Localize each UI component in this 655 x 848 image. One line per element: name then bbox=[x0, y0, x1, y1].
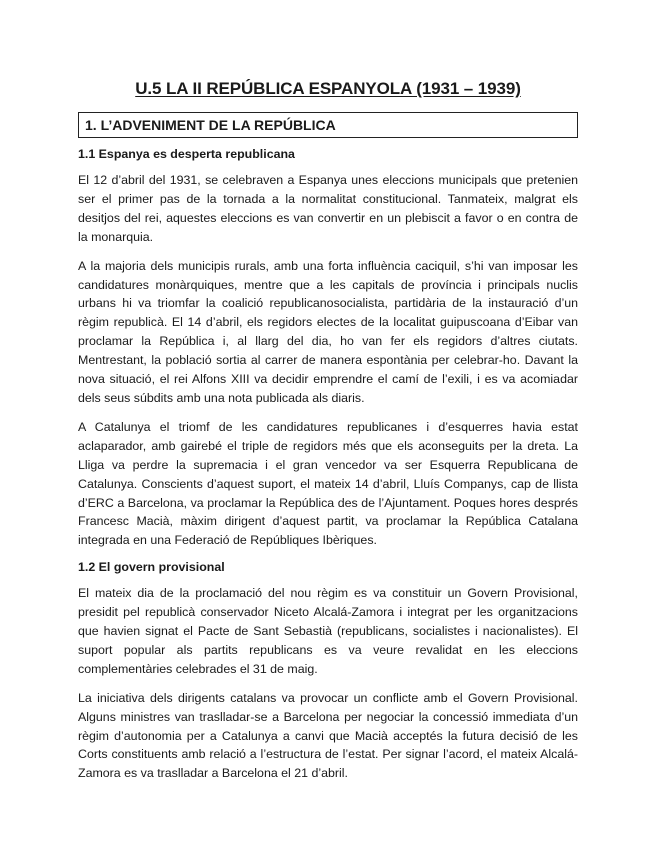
subsection-heading-1-2: 1.2 El govern provisional bbox=[78, 560, 225, 575]
document-title: U.5 LA II REPÚBLICA ESPANYOLA (1931 – 1939) bbox=[135, 79, 521, 98]
subsection-heading-1-1: 1.1 Espanya es desperta republicana bbox=[78, 147, 295, 161]
paragraph: La iniciativa dels dirigents catalans va provocar un conflicte amb el Govern Provisional. Alguns ministres van traslladar-se a Barcelona per negociar la concessió immediata d’un règim d’autonomia per a Catalunya a canvi que Macià acceptés la futura decisió de les Corts constituents amb relació a l’estructura de l’estat. Per signar l’acord, el mateix Alcalá-Zamora es va traslladar a Barcelona el 21 d’abril. bbox=[78, 690, 578, 781]
paragraph: El mateix dia de la proclamació del nou règim es va constituir un Govern Provisional, presidit pel republicà conservador Niceto Alcalá-Zamora i integrat per les organitzacions que havien signat el Pacte de Sant Sebastià (republicans, socialistes i nacionalistes). El suport popular als partits republicans es va veure revalidat en les eleccions complementàries celebrades el 31 de maig. bbox=[78, 586, 578, 676]
paragraph: El 12 d’abril del 1931, se celebraven a Espanya unes eleccions municipals que pretenien ser el primer pas de la tornada a la normalitat constitucional. Tanmateix, malgrat els desitjos del rei, aquestes eleccions es van convertir en un plebiscit a favor o en contra de la monarquia. bbox=[78, 173, 578, 244]
section-heading: 1. L’ADVENIMENT DE LA REPÚBLICA bbox=[78, 112, 578, 138]
paragraph: A Catalunya el triomf de les candidatures republicanes i d’esquerres havia estat aclaparador, amb gairebé el triple de regidors més que els aconseguits per la dreta. La Lliga va perdre la supremacia i el gran vencedor va ser Esquerra Republicana de Catalunya. Conscients d’aquest suport, el mateix 14 d’abril, Lluís Companys, cap de llista d’ERC a Barcelona, va proclamar la República des de l’Ajuntament. Poques hores després Francesc Macià, màxim dirigent d’aquest partit, va proclamar la República Catalana integrada en una Federació de Repúbliques Ibèriques. bbox=[78, 419, 578, 548]
paragraph: A la majoria dels municipis rurals, amb una forta influència caciquil, s’hi van imposar les candidatures monàrquiques, mentre que a les capitals de província i principals nuclis urbans hi va triomfar la coalició republicanosocialista, partidària de la instauració d’un règim republicà. El 14 d’abril, els regidors electes de la localitat guipuscoana d’Eibar van proclamar la República i, al llarg del dia, ho van fer els regidors d’altres ciutats. Mentrestant, la població sortia al carrer de manera espontània per celebrar-ho. Davant la nova situació, el rei Alfons XIII va decidir emprendre el camí de l’exili, i es va acomiadar dels seus súbdits amb una nota publicada als diaris. bbox=[78, 258, 578, 405]
document-page bbox=[78, 76, 578, 783]
